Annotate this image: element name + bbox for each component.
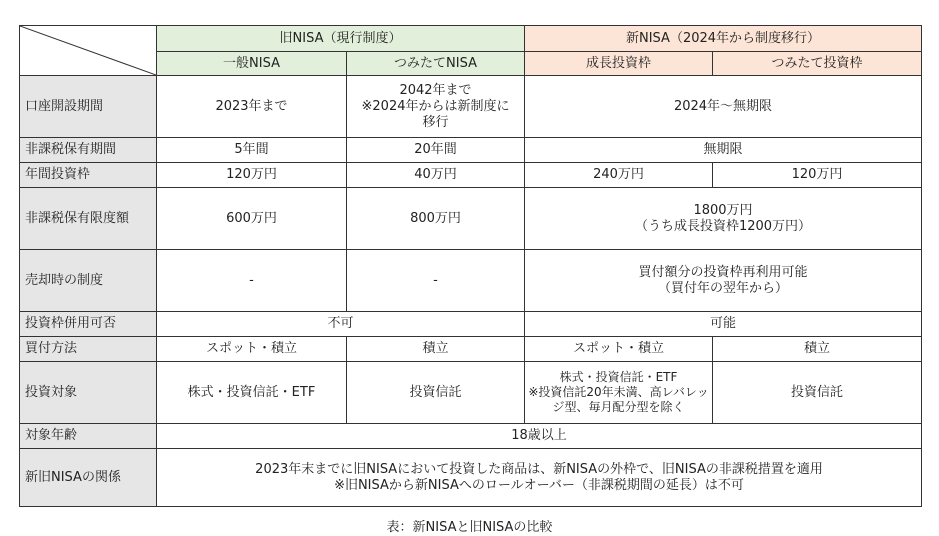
cell-new-tsumitate: 120万円 <box>713 163 922 188</box>
cell-old-tsumitate: 800万円 <box>347 188 525 250</box>
cell-new: 可能 <box>525 312 922 337</box>
cell-old-general: 5年間 <box>157 138 347 163</box>
row-label: 対象年齢 <box>20 424 157 449</box>
cell-old-tsumitate: 40万円 <box>347 163 525 188</box>
cell-new-growth: 240万円 <box>525 163 713 188</box>
cell-old-tsumitate: 2042年まで ※2024年からは新制度に 移行 <box>347 76 525 138</box>
row-label: 新旧NISAの関係 <box>20 449 157 507</box>
table-row <box>20 424 922 449</box>
table-row <box>20 138 922 163</box>
row-label: 口座開設期間 <box>20 76 157 138</box>
cell-new-growth: スポット・積立 <box>525 337 713 362</box>
cell-old-general: 600万円 <box>157 188 347 250</box>
row-label: 年間投資枠 <box>20 163 157 188</box>
cell-old-tsumitate: 投資信託 <box>347 362 525 424</box>
cell-old: 不可 <box>157 312 525 337</box>
cell-new: 無期限 <box>525 138 922 163</box>
cell-old-general: スポット・積立 <box>157 337 347 362</box>
table-caption: 表：新NISAと旧NISAの比較 <box>386 520 553 535</box>
cell-new: 1800万円 （うち成長投資枠1200万円） <box>525 188 922 250</box>
row-label: 投資枠併用可否 <box>20 312 157 337</box>
old-nisa-header: 旧NISA（現行制度） <box>157 26 525 52</box>
diagonal-line <box>20 26 156 75</box>
row-label: 売却時の制度 <box>20 250 157 312</box>
table-row <box>20 76 922 138</box>
table-row <box>20 362 922 424</box>
cell-new-growth: 株式・投資信託・ETF ※投資信託20年未満、高レバレッジ型、毎月配分型を除く <box>525 362 713 424</box>
cell-old-tsumitate: 20年間 <box>347 138 525 163</box>
cell-old-general: 2023年まで <box>157 76 347 138</box>
old-tsumitate-header: つみたてNISA <box>347 52 525 76</box>
cell-all: 18歳以上 <box>157 424 922 449</box>
row-label: 非課税保有限度額 <box>20 188 157 250</box>
corner-cell <box>20 26 157 76</box>
table-row <box>20 312 922 337</box>
cell-old-general: 株式・投資信託・ETF <box>157 362 347 424</box>
nisa-comparison-table <box>19 25 922 507</box>
group-header-row <box>20 26 922 52</box>
new-nisa-header: 新NISA（2024年から制度移行） <box>525 26 922 52</box>
row-label: 買付方法 <box>20 337 157 362</box>
table-row <box>20 250 922 312</box>
row-label: 非課税保有期間 <box>20 138 157 163</box>
table-row <box>20 449 922 507</box>
cell-old-general: 120万円 <box>157 163 347 188</box>
table-row <box>20 163 922 188</box>
cell-all: 2023年末までに旧NISAにおいて投資した商品は、新NISAの外枠で、旧NISAの非課税措置を適用 ※旧NISAから新NISAへのロールオーバー（非課税期間の延長）は不可 <box>157 449 922 507</box>
cell-old-general: - <box>157 250 347 312</box>
cell-new: 2024年～無期限 <box>525 76 922 138</box>
cell-new-tsumitate: 積立 <box>713 337 922 362</box>
cell-old-tsumitate: 積立 <box>347 337 525 362</box>
cell-new-tsumitate: 投資信託 <box>713 362 922 424</box>
cell-new: 買付額分の投資枠再利用可能 （買付年の翌年から） <box>525 250 922 312</box>
table-row <box>20 188 922 250</box>
row-label: 投資対象 <box>20 362 157 424</box>
new-tsumitate-header: つみたて投資枠 <box>713 52 922 76</box>
table-row <box>20 337 922 362</box>
old-general-header: 一般NISA <box>157 52 347 76</box>
cell-old-tsumitate: - <box>347 250 525 312</box>
new-growth-header: 成長投資枠 <box>525 52 713 76</box>
